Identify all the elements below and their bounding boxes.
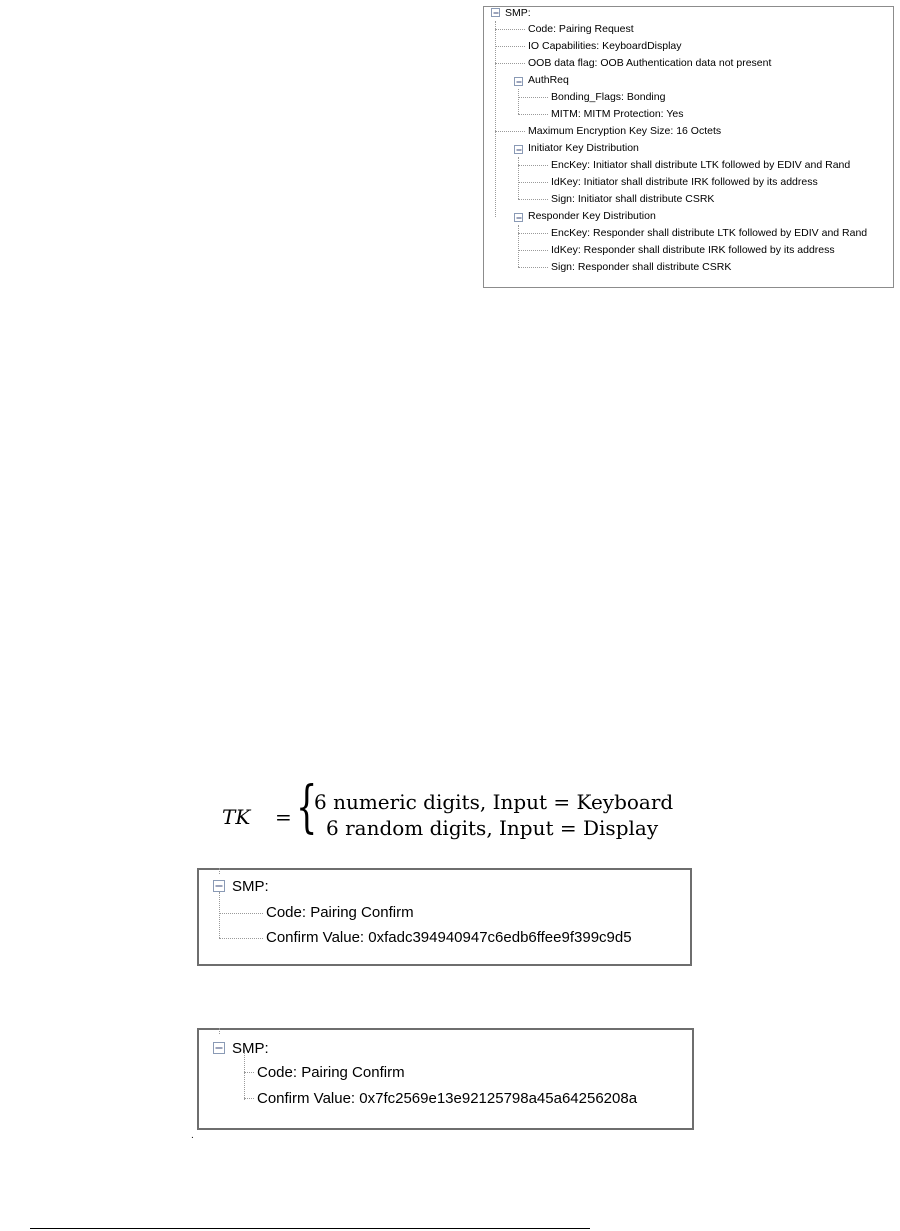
tree-connector	[495, 29, 525, 30]
tree-connector	[244, 1072, 254, 1073]
tree-collapse-icon[interactable]	[213, 880, 225, 892]
tree-node-init-idkey[interactable]: IdKey: Initiator shall distribute IRK followed by its address	[551, 176, 818, 188]
formula-equals: =	[275, 805, 292, 829]
tree-connector	[518, 233, 548, 234]
formula-lhs: TK	[222, 805, 251, 829]
tree-node-authreq[interactable]: AuthReq	[528, 74, 569, 86]
tree-node-smp[interactable]: SMP:	[232, 1040, 269, 1057]
footnote-divider	[30, 1228, 590, 1229]
tree-node-confirm-value[interactable]: Confirm Value: 0x7fc2569e13e92125798a45a64256208a	[257, 1090, 638, 1107]
tree-connector	[518, 182, 548, 183]
tree-collapse-icon[interactable]	[514, 145, 523, 154]
smp-pairing-confirm-tree-2	[197, 1028, 694, 1130]
tree-node-init-sign[interactable]: Sign: Initiator shall distribute CSRK	[551, 193, 715, 205]
formula-case-keyboard: 6 numeric digits, Input = Keyboard	[314, 790, 674, 814]
tree-node-bonding-flags[interactable]: Bonding_Flags: Bonding	[551, 91, 666, 103]
tree-node-code[interactable]: Code: Pairing Confirm	[266, 904, 414, 921]
tk-formula	[222, 775, 702, 848]
brace-icon: {	[296, 775, 318, 840]
tree-node-confirm-value[interactable]: Confirm Value: 0xfadc394940947c6edb6ffee9f399c9d5	[266, 929, 632, 946]
tree-connector	[219, 868, 220, 874]
tree-connector	[518, 250, 548, 251]
tree-connector	[518, 165, 548, 166]
tree-connector	[495, 63, 525, 64]
tree-node-resp-idkey[interactable]: IdKey: Responder shall distribute IRK followed by its address	[551, 244, 835, 256]
tree-node-code[interactable]: Code: Pairing Confirm	[257, 1064, 405, 1081]
tree-connector	[518, 89, 519, 114]
tree-collapse-icon[interactable]	[514, 213, 523, 222]
tree-connector	[518, 157, 519, 199]
tree-connector	[495, 131, 525, 132]
tree-connector	[219, 938, 263, 939]
tree-node-smp[interactable]: SMP:	[505, 7, 531, 19]
tree-node-init-enckey[interactable]: EncKey: Initiator shall distribute LTK followed by EDIV and Rand	[551, 159, 851, 171]
smp-pairing-confirm-tree-1	[197, 868, 692, 966]
tree-connector	[518, 97, 548, 98]
tree-connector	[518, 199, 548, 200]
stray-dot: .	[191, 1130, 194, 1141]
tree-connector	[219, 913, 263, 914]
tree-connector	[495, 21, 496, 217]
tree-connector	[219, 1028, 220, 1034]
smp-pairing-request-tree	[483, 6, 894, 288]
tree-connector	[219, 892, 220, 938]
tree-node-resp-sign[interactable]: Sign: Responder shall distribute CSRK	[551, 261, 732, 273]
tree-node-oob-flag[interactable]: OOB data flag: OOB Authentication data not present	[528, 57, 772, 69]
tree-collapse-icon[interactable]	[514, 77, 523, 86]
tree-node-code[interactable]: Code: Pairing Request	[528, 23, 634, 35]
tree-node-smp[interactable]: SMP:	[232, 878, 269, 895]
tree-node-resp-enckey[interactable]: EncKey: Responder shall distribute LTK followed by EDIV and Rand	[551, 227, 868, 239]
tree-node-responder-key-dist[interactable]: Responder Key Distribution	[528, 210, 656, 222]
tree-connector	[518, 267, 548, 268]
formula-case-display: 6 random digits, Input = Display	[326, 816, 659, 840]
tree-node-max-key-size[interactable]: Maximum Encryption Key Size: 16 Octets	[528, 125, 722, 137]
tree-connector	[518, 114, 548, 115]
tree-collapse-icon[interactable]	[213, 1042, 225, 1054]
tree-connector	[244, 1050, 245, 1100]
tree-connector	[495, 46, 525, 47]
tree-node-io-capabilities[interactable]: IO Capabilities: KeyboardDisplay	[528, 40, 682, 52]
tree-connector	[244, 1098, 254, 1099]
tree-node-mitm[interactable]: MITM: MITM Protection: Yes	[551, 108, 684, 120]
tree-node-initiator-key-dist[interactable]: Initiator Key Distribution	[528, 142, 639, 154]
tree-collapse-icon[interactable]	[491, 8, 500, 17]
tree-connector	[518, 225, 519, 267]
